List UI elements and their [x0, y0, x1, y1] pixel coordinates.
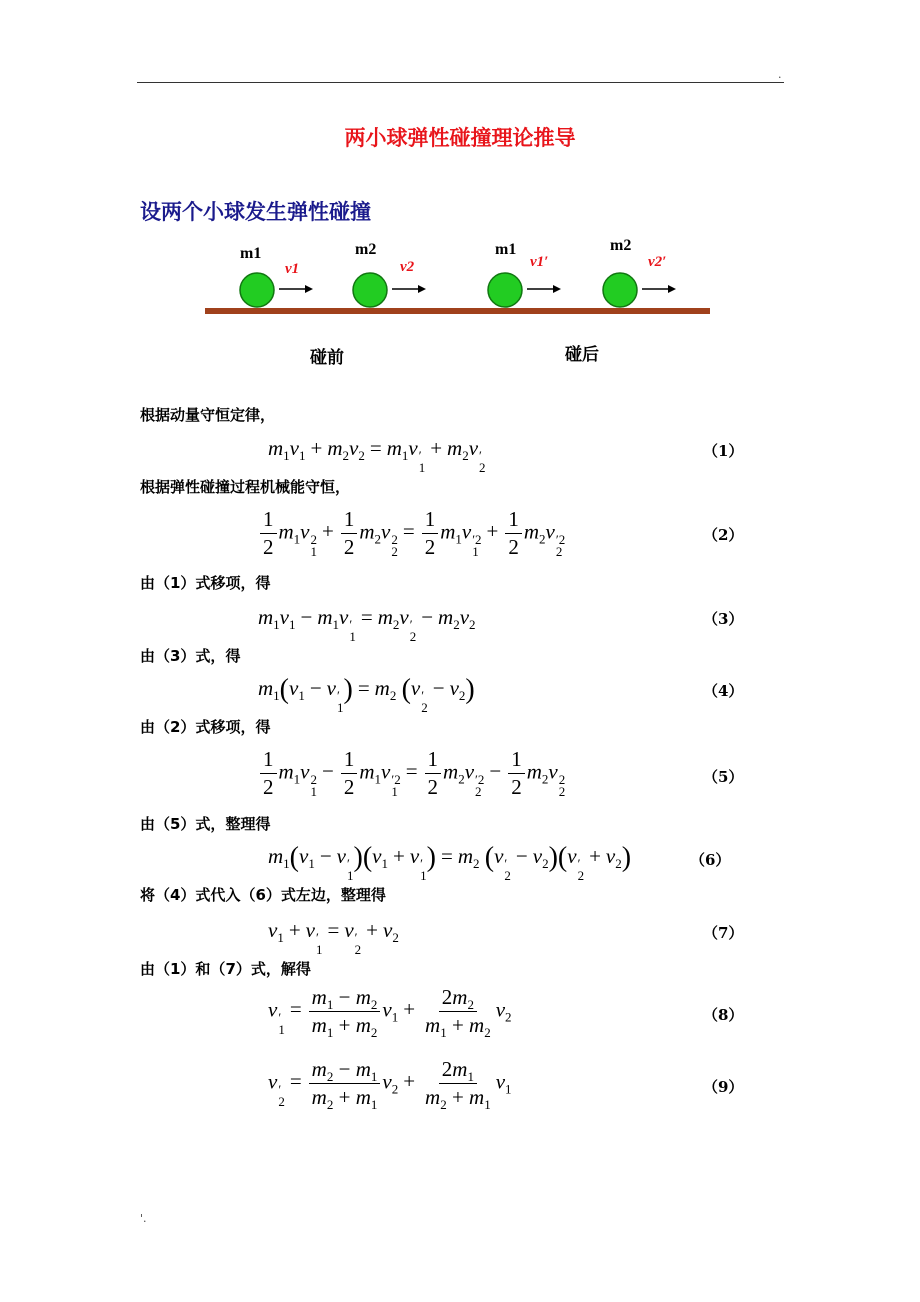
equation-8: v ′ 1 = $\frac{m_1 - m_2}{m_1 + m_2}$ $v_1$ + $\frac{2m_2}{m_1 + m_2}$ $v_2$ — [268, 985, 512, 1041]
header-rule — [137, 82, 784, 83]
equation-number-3: （3） — [703, 610, 744, 628]
page-title: 两小球弹性碰撞理论推导 — [344, 126, 576, 150]
footer-mark: '. — [140, 1212, 147, 1225]
equation-4: $m_1(v_1 - v$ ′ 1 ) = $m_2$ (v ′ 2 − $v_2$) — [258, 674, 475, 716]
ball-2-mass: m2 — [355, 241, 377, 258]
step-2-text: 根据弹性碰撞过程机械能守恒， — [140, 478, 351, 496]
ball-2 — [353, 241, 426, 307]
step-3-text: 由（1）式移项，得 — [140, 574, 271, 592]
equation-number-8: （8） — [703, 1006, 744, 1024]
equation-number-9: （9） — [703, 1078, 744, 1096]
step-1-text: 根据动量守恒定律， — [140, 406, 276, 424]
equation-7: $v_1 + v$ ′ 1 = v ′ 2 + $v_2$ — [268, 918, 399, 958]
step-8-text: 由（1）和（7）式，解得 — [140, 960, 311, 978]
step-4-text: 由（3）式，得 — [140, 647, 241, 665]
ball-1 — [240, 245, 313, 307]
section-heading: 设两个小球发生弹性碰撞 — [140, 200, 371, 224]
step-7-text: 将（4）式代入（6）式左边，整理得 — [140, 886, 386, 904]
equation-number-6: （6） — [690, 851, 731, 869]
ball-2-velocity: v2 — [400, 259, 415, 275]
equation-9: v ′ 2 = $\frac{m_2 - m_1}{m_2 + m_1}$ $v_2$ + $\frac{2m_1}{m_2 + m_1}$ $v_1$ — [268, 1057, 512, 1113]
ball-4 — [603, 237, 676, 307]
label-after: 碰后 — [565, 345, 599, 365]
equation-number-1: （1） — [703, 442, 744, 460]
equation-2: $\frac{1}{2}$ $m_1v$ 2 1 + $\frac{1}{2}$ $m_2v$ 2 2 = $\frac{1}{2}$ $m_1v$ ′2 1 + $\frac{1}{2}$ $m_2v$ ′2 2 — [258, 508, 565, 559]
equation-6: $m_1(v_1 - v$ ′ 1 )($v_1 + v$ ′ 1 ) = $m_2$ (v ′ 2 − $v_2)(v$ ′ 2 + $v_2$) — [268, 842, 632, 884]
ball-4-mass: m2 — [610, 237, 632, 254]
ground-line — [205, 308, 710, 314]
label-before: 碰前 — [310, 348, 344, 368]
step-5-text: 由（2）式移项，得 — [140, 718, 271, 736]
equation-5: $\frac{1}{2}$ $m_1v$ 2 1 − $\frac{1}{2}$ $m_1v$ ′2 1 = $\frac{1}{2}$ $m_2v$ ′2 2 − $\frac{1}{2}$ $m_2v$ 2 2 — [258, 748, 565, 799]
equation-number-4: （4） — [703, 682, 744, 700]
ball-1-velocity: v1 — [285, 261, 300, 277]
equation-number-7: （7） — [703, 924, 744, 942]
equation-number-5: （5） — [703, 768, 744, 786]
ball-3-velocity: v1′ — [530, 254, 549, 270]
ball-1-mass: m1 — [240, 245, 262, 262]
equation-number-2: （2） — [703, 526, 744, 544]
step-6-text: 由（5）式，整理得 — [140, 815, 271, 833]
collision-diagram — [195, 228, 725, 378]
equation-1: $m_1v_1 + m_2v_2 = m_1v$ ′ 1 + $m_2v$ ′ 2 — [268, 436, 486, 476]
ball-3 — [488, 241, 561, 307]
ball-4-velocity: v2′ — [648, 254, 667, 270]
ball-3-mass: m1 — [495, 241, 517, 258]
header-mark: . — [778, 68, 782, 81]
equation-3: $m_1v_1 - m_1v$ ′ 1 = $m_2v$ ′ 2 − $m_2v_2$ — [258, 605, 476, 645]
